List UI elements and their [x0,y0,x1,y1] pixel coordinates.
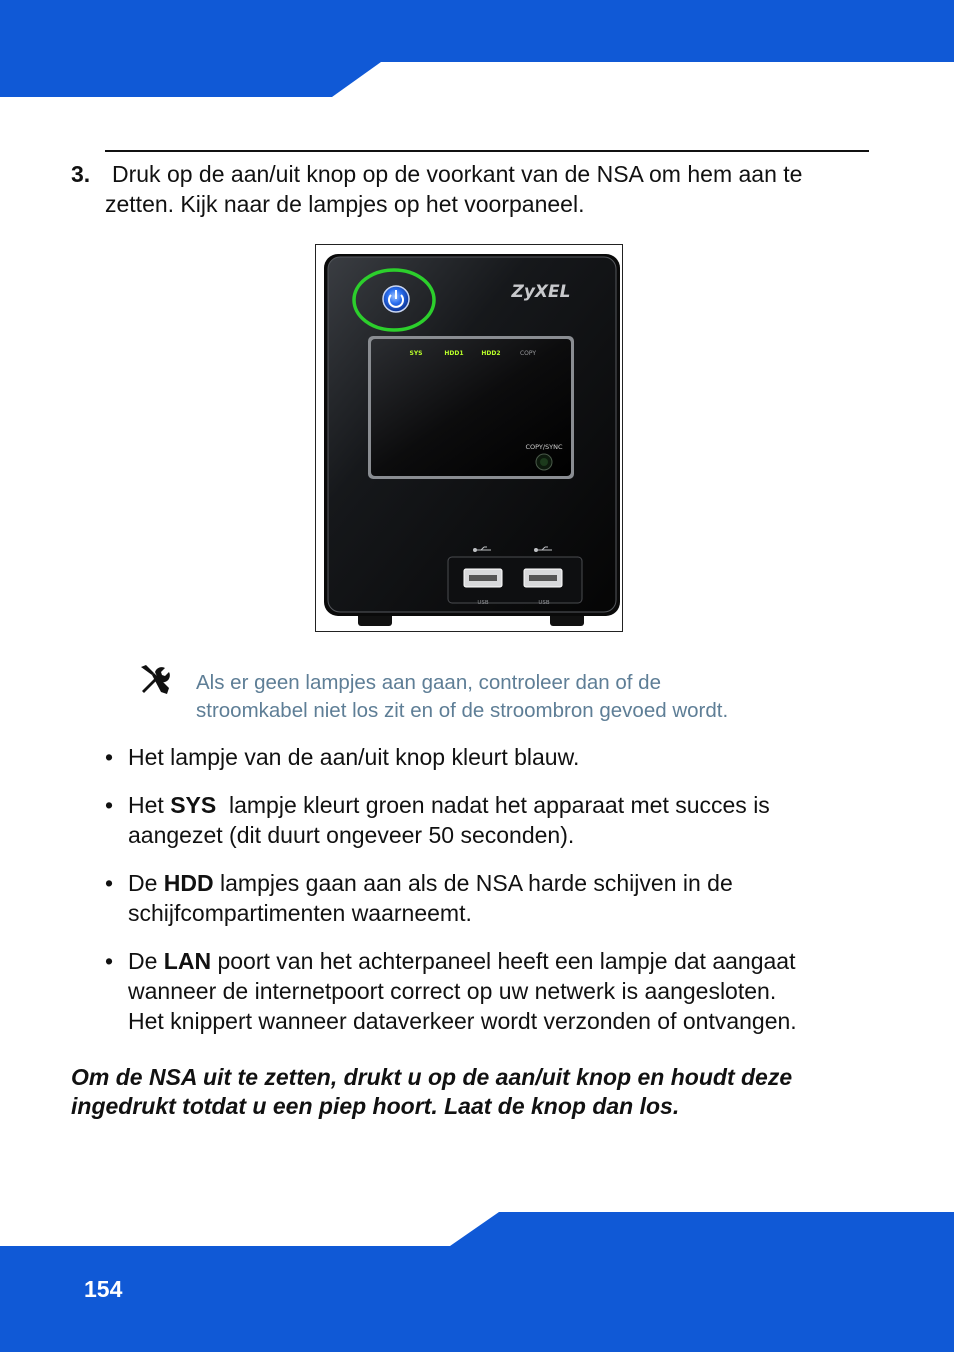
step-text [71,159,871,219]
nsa-front-panel-photo [315,244,623,632]
step-number: 3. [71,161,91,187]
bullet-dot: • [105,792,114,818]
footer-band-shape [0,1210,954,1352]
note-line-2: stroomkabel niet los zit en of de stroombron gevoed wordt. [196,699,729,722]
led-label-sys: SYS [409,350,423,357]
header-band [0,0,954,100]
tools-icon [138,663,174,697]
led-label-hdd2: HDD2 [481,350,501,357]
led-label-copy: COPY [519,350,537,357]
term-hdd: HDD [163,870,214,896]
list-item: • Het SYS lampje kleurt groen nadat het apparaat met succes is aangezet (dit duurt ongeveer 50 seconden). [105,792,770,848]
bullet-dot: • [105,948,114,974]
term-lan: LAN [163,948,212,974]
led-label-hdd1: HDD1 [444,350,464,357]
step-text-line-2: zetten. Kijk naar de lampjes op het voorpaneel. [105,191,585,217]
device-brand-logo: ZyXEL [511,282,571,302]
header-band-shape [0,0,954,100]
section-rule [105,150,869,152]
power-off-instruction [71,1063,871,1121]
footer-band [0,1210,954,1352]
step-text-line-1: Druk op de aan/uit knop op de voorkant van de NSA om hem aan te [112,161,803,187]
bullet-list [105,742,885,1054]
list-item: • Het lampje van de aan/uit knop kleurt blauw. [105,744,580,770]
list-item: • De HDD lampjes gaan aan als de NSA harde schijven in de schijfcompartimenten waarneemt. [105,870,733,926]
warning-line-1: Om de NSA uit te zetten, drukt u op de aan/uit knop en houdt deze [71,1064,793,1090]
note-text [196,669,876,725]
copy-sync-label: COPY/SYNC [525,443,563,451]
page-number: 154 [84,1276,123,1302]
bullet-dot: • [105,744,114,770]
list-item: • De LAN poort van het achterpaneel heeft een lampje dat aangaat wanneer de internetpoort correct op uw netwerk is aangesloten. Het knippert wanneer dataverkeer wordt verzonden of ontvangen. [105,948,797,1034]
usb-label-2: USB [538,600,550,606]
nsa-device-illustration [316,245,622,631]
term-sys: SYS [170,792,217,818]
note-line-1: Als er geen lampjes aan gaan, controleer dan of de [196,671,661,694]
warning-line-2: ingedrukt totdat u een piep hoort. Laat de knop dan los. [71,1093,680,1119]
bullet-dot: • [105,870,114,896]
usb-label-1: USB [477,600,489,606]
step-3 [71,159,871,219]
